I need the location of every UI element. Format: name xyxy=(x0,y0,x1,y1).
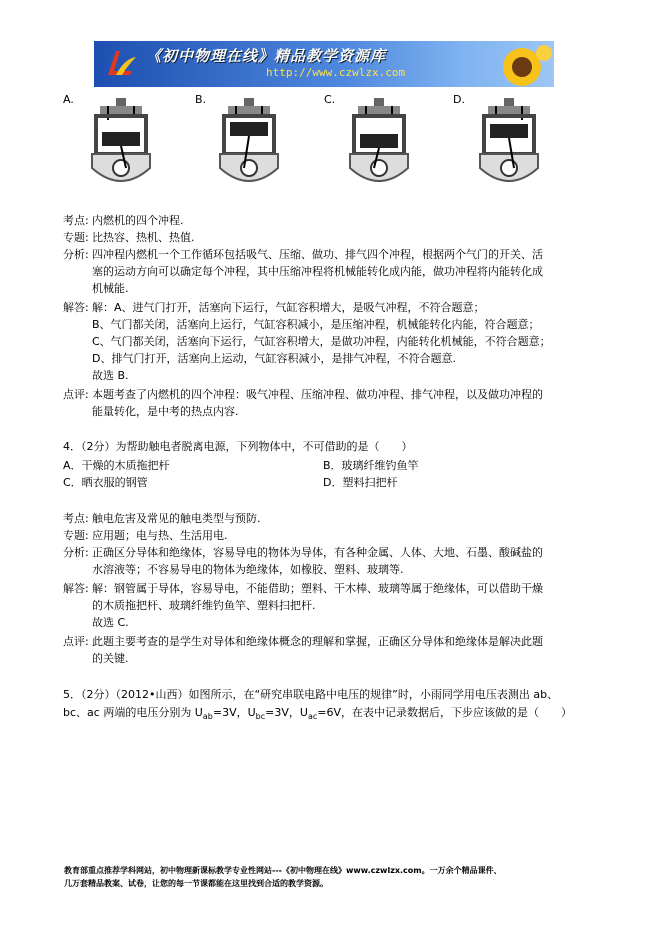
engine-diagram-a xyxy=(86,98,156,190)
q3-jieda-line: 解：A、进气门打开，活塞向下运行，气缸容积增大，是吸气冲程，不符合题意； xyxy=(92,301,485,314)
engine-diagram-b xyxy=(214,98,284,190)
banner-url[interactable]: http://www.czwlzx.com xyxy=(266,66,406,79)
footer-line: 教育部重点推荐学科网站，初中物理新课标教学专业性网站---《初中物理在线》www.czwlzx.com。一万余个精品课件、 xyxy=(64,866,502,875)
q4-kaodian: 触电危害及常见的触电类型与预防. xyxy=(92,512,261,525)
q3-fenxi-line: 四冲程内燃机一个工作循环包括吸气、压缩、做功、排气四个冲程，根据两个气门的开关、活 xyxy=(92,248,543,261)
q5-stem-line1: 5．（2分）（2012•山西）如图所示，在“研究串联电路中电压的规律”时，小雨同学用电压表测出 ab、 xyxy=(63,688,559,701)
q4-jieda-line: 的木质拖把杆、玻璃纤维钓鱼竿、塑料扫把杆. xyxy=(92,599,316,612)
q3-kaodian-label: 考点: xyxy=(63,214,89,227)
q4-fenxi-line: 正确区分导体和绝缘体，容易导电的物体为导体，有各种金属、人体、大地、石墨、酸碱盐的 xyxy=(92,546,543,559)
q3-zhuanti-label: 专题: xyxy=(63,231,89,244)
engine-diagram-d xyxy=(474,98,544,190)
q4-dianping-line: 此题主要考查的是学生对导体和绝缘体概念的理解和掌握，正确区分导体和绝缘体是解决此题 xyxy=(92,635,543,648)
q4-dianping-line: 的关键. xyxy=(92,652,129,665)
banner-title: 《初中物理在线》精品教学资源库 xyxy=(146,47,387,65)
q4-option-d: D．塑料扫把杆 xyxy=(323,476,398,489)
option-d-label: D. xyxy=(453,93,465,106)
option-a-label: A. xyxy=(63,93,74,106)
option-b-label: B. xyxy=(195,93,207,106)
q5-stem-line2: bc、ac 两端的电压分别为 $U_{ab}=3V$，$U_{bc}=3V$，$U_{ac}=6V$，在表中记录数据后，下步应该做的是（ ） xyxy=(63,706,572,722)
q4-dianping-label: 点评: xyxy=(63,635,89,648)
q4-jieda-line: 解：钢管属于导体，容易导电，不能借助；塑料、干木棒、玻璃等属于绝缘体，可以借助干燥 xyxy=(92,582,543,595)
q3-zhuanti: 比热容、热机、热值. xyxy=(92,231,195,244)
q3-jieda-line: B、气门都关闭，活塞向上运行，气缸容积减小，是压缩冲程，机械能转化内能，符合题意； xyxy=(92,318,540,331)
q4-kaodian-label: 考点: xyxy=(63,512,89,525)
q4-option-c: C．晒衣服的钢管 xyxy=(63,476,148,489)
q3-jieda-line: D、排气门打开，活塞向上运动，气缸容积减小，是排气冲程，不符合题意. xyxy=(92,352,456,365)
site-logo-icon xyxy=(102,45,140,83)
q3-jieda-line: 故选 B. xyxy=(92,369,129,382)
q3-dianping-line: 能量转化，是中考的热点内容. xyxy=(92,405,239,418)
q4-zhuanti-label: 专题: xyxy=(63,529,89,542)
q3-dianping-label: 点评: xyxy=(63,388,89,401)
q4-zhuanti: 应用题；电与热、生活用电. xyxy=(92,529,228,542)
q4-option-a: A．干燥的木质拖把杆 xyxy=(63,459,170,472)
q4-option-b: B．玻璃纤维钓鱼竿 xyxy=(323,459,419,472)
q4-stem: 4．（2分）为帮助触电者脱离电源，下列物体中，不可借助的是（ ） xyxy=(63,440,413,453)
q4-jieda-line: 故选 C. xyxy=(92,616,129,629)
option-c-label: C. xyxy=(324,93,336,106)
q3-jieda-line: C、气门都关闭，活塞向下运行，气缸容积增大，是做功冲程，内能转化机械能，不符合题意； xyxy=(92,335,551,348)
page-footer xyxy=(64,864,502,890)
q3-dianping-line: 本题考查了内燃机的四个冲程：吸气冲程、压缩冲程、做功冲程、排气冲程，以及做功冲程的 xyxy=(92,388,543,401)
q4-jieda-label: 解答: xyxy=(63,582,89,595)
footer-line: 几万套精品教案、试卷，让您的每一节课都能在这里找到合适的教学资源。 xyxy=(64,879,328,888)
q3-jieda-label: 解答: xyxy=(63,301,89,314)
engine-diagram-c xyxy=(344,98,414,190)
q3-fenxi-line: 机械能. xyxy=(92,282,129,295)
sunflower-icon xyxy=(492,45,552,87)
header-banner xyxy=(94,41,554,87)
q3-kaodian: 内燃机的四个冲程. xyxy=(92,214,184,227)
q4-fenxi-label: 分析: xyxy=(63,546,89,559)
q3-fenxi-label: 分析: xyxy=(63,248,89,261)
q3-fenxi-line: 塞的运动方向可以确定每个冲程，其中压缩冲程将机械能转化成内能，做功冲程将内能转化成 xyxy=(92,265,543,278)
q4-fenxi-line: 水溶液等；不容易导电的物体为绝缘体，如橡胶、塑料、玻璃等. xyxy=(92,563,404,576)
